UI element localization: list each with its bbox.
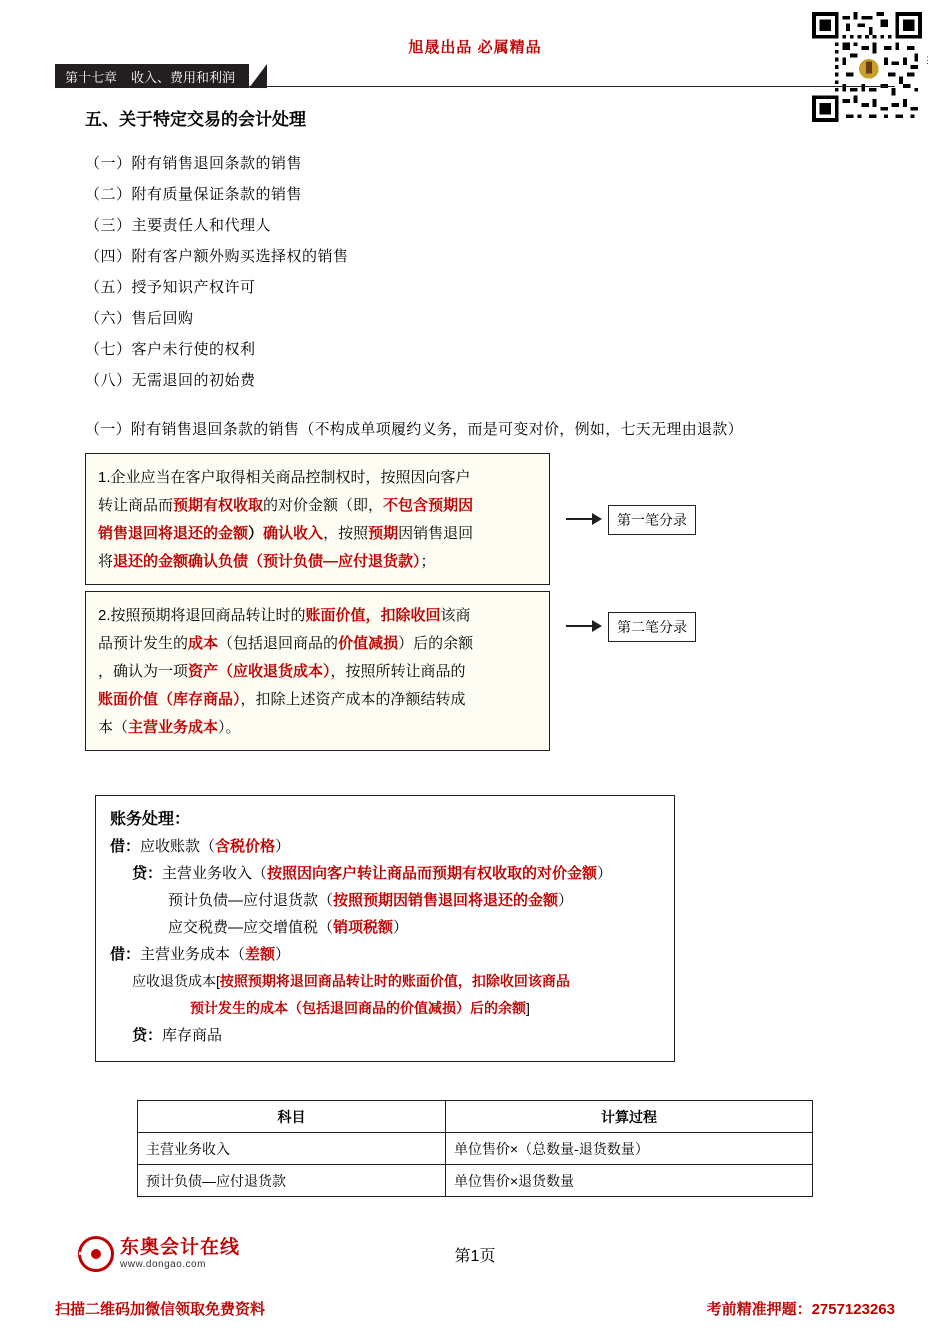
acct-l2-label: 贷： [132, 865, 163, 882]
acct-l6-red: 按照预期将退回商品转让时的账面价值，扣除收回该商品 [219, 973, 570, 989]
acct-l2-tail: ） [597, 865, 613, 882]
acct-l1-tail: ） [275, 838, 291, 855]
acct-l6-text: 应收退货成本[ [132, 973, 220, 989]
logo-name: 东奥会计在线 [120, 1237, 241, 1259]
box2-l1a: 2.按照预期将退回商品转让时的 [98, 607, 306, 624]
list-item: （五）授予知识产权许可 [85, 279, 256, 296]
subsection-lead: （一）附有销售退回条款的销售（不构成单项履约义务，而是可变对价，例如，七天无理由退款） [85, 421, 743, 438]
acct-l3-text: 预计负债—应付退货款（ [168, 892, 334, 909]
box2-l2a: 品预计发生的 [98, 635, 189, 652]
tag-first-entry: 第一笔分录 [608, 505, 696, 535]
box1-l3b1: ） [248, 525, 264, 542]
table-header-row [138, 1101, 813, 1133]
box1-line1: 1.企业应当在客户取得相关商品控制权时，按照因向客户 [98, 469, 471, 486]
box1-l2r2: 不包含 [383, 497, 429, 514]
acct-l1-red: 含税价格 [215, 838, 276, 855]
acct-l5-red: 差额 [245, 946, 276, 963]
table-header-cell: 计算过程 [446, 1101, 813, 1133]
footer-left-note: 扫描二维码加微信领取免费资料 [55, 1301, 266, 1318]
box1-l3r4: 预期 [368, 525, 399, 542]
accounting-title: 账务处理： [110, 811, 191, 828]
box1-l2r3: 预期因 [428, 497, 474, 514]
table-row [138, 1165, 813, 1197]
box2-l1b: 该商 [440, 607, 471, 624]
box2-l5b: ）。 [218, 719, 241, 736]
arrow-second-entry-icon [566, 620, 602, 632]
footer-right-note: 考前精准押题：2757123263 [706, 1301, 895, 1318]
box1-l2a: 转让商品而 [98, 497, 174, 514]
list-item: （四）附有客户额外购买选择权的销售 [85, 248, 349, 265]
box1-l3b2: ，按照 [323, 525, 369, 542]
chapter-tab-tail [249, 64, 267, 88]
list-item: （八）无需退回的初始费 [85, 372, 256, 389]
calculation-table [137, 1100, 813, 1197]
acct-l4-red: 销项税额 [333, 919, 394, 936]
table-cell: 预计负债—应付退货款 [138, 1165, 446, 1197]
page-title: 五、关于特定交易的会计处理 [85, 110, 306, 129]
table-row [138, 1133, 813, 1165]
box2-l2r1: 成本 [188, 635, 219, 652]
box1-l3b3: 因销售退回 [398, 525, 474, 542]
acct-l3-red: 按照预期因销售退回将退还的金额 [333, 892, 559, 909]
box1-l2r1: 预期有权收取 [173, 497, 264, 514]
box2-l2b1: （包括 [218, 635, 264, 652]
chapter-label: 第十七章 [65, 69, 118, 85]
acct-l4-tail: ） [393, 919, 409, 936]
rule-box-first-entry [85, 453, 550, 585]
acct-l5-text: 主营业务成本（ [140, 946, 246, 963]
acct-l2-red: 按照因向客户转让商品而预期有权收取的对价金额 [267, 865, 598, 882]
box1-l2b: 的对价金额（即， [263, 497, 384, 514]
header-rule [55, 86, 895, 87]
table-cell: 单位售价×（总数量-退货数量） [446, 1133, 813, 1165]
acct-l7-red: 预计发生的成本（包括退回商品的价值减损）后的余额 [190, 1000, 526, 1016]
list-item: （三）主要责任人和代理人 [85, 217, 272, 234]
qr-side-dots: ⋮ [923, 55, 932, 65]
accounting-entries-box [95, 795, 675, 1062]
table-header-cell: 科目 [138, 1101, 446, 1133]
box2-l2r2: 价值减损 [338, 635, 399, 652]
list-item: （二）附有质量保证条款的销售 [85, 186, 303, 203]
box1-l3r3: 确认收入 [263, 525, 324, 542]
box1-l4r: 退还的金额确认负债（预计负债—应付退货款） [113, 553, 421, 570]
acct-l4-text: 应交税费—应交增值税（ [168, 919, 334, 936]
arrow-first-entry-icon [566, 513, 602, 525]
acct-l2-text: 主营业务收入（ [162, 865, 268, 882]
box1-l4b: 将 [98, 553, 114, 570]
top-slogan: 旭晟出品 必属精品 [408, 39, 542, 56]
box2-l4r1: 账面价值（库存商品） [98, 691, 241, 708]
logo-url: www.dongao.com [120, 1258, 206, 1270]
acct-l1-label: 借： [110, 838, 141, 855]
topic-list [85, 148, 885, 396]
box1-l3r1: 销售退回 [98, 525, 159, 542]
acct-l3-tail: ） [558, 892, 574, 909]
chapter-title: 收入、费用和利润 [131, 69, 236, 85]
acct-l1-text: 应收账款（ [140, 838, 216, 855]
qr-code-icon [812, 12, 922, 122]
acct-l8-text: 库存商品 [162, 1027, 223, 1044]
box1-l3r2: 将退还的金额 [158, 525, 249, 542]
acct-l8-label: 贷： [132, 1027, 163, 1044]
box2-l1r1: 账面价值，扣除收回 [305, 607, 441, 624]
page-number: 第1页 [454, 1248, 496, 1265]
box1-l4b2: ； [420, 553, 436, 570]
box2-l5a: 本（ [98, 719, 129, 736]
list-item: （六）售后回购 [85, 310, 194, 327]
box2-l3b: ，按照所转让商品的 [330, 663, 466, 680]
rule-box-second-entry [85, 591, 550, 751]
table-cell: 主营业务收入 [138, 1133, 446, 1165]
acct-l5-tail: ） [275, 946, 291, 963]
box2-l2b2: 退回商品的 [263, 635, 339, 652]
box2-l3a: ，确认为一项 [98, 663, 189, 680]
chapter-tab [55, 64, 267, 88]
list-item: （一）附有销售退回条款的销售 [85, 155, 303, 172]
table-cell: 单位售价×退货数量 [446, 1165, 813, 1197]
box2-l4b: ，扣除上述资产成本的净额结转成 [240, 691, 466, 708]
box2-l3r1: 资产（应收退货成本） [188, 663, 331, 680]
box2-l2b3: ）后的余额 [398, 635, 474, 652]
acct-l5-label: 借： [110, 946, 141, 963]
acct-l7-tail: ] [526, 1000, 530, 1016]
box2-l5r1: 主营业务成本 [128, 719, 219, 736]
tag-second-entry: 第二笔分录 [608, 612, 696, 642]
list-item: （七）客户未行使的权利 [85, 341, 256, 358]
